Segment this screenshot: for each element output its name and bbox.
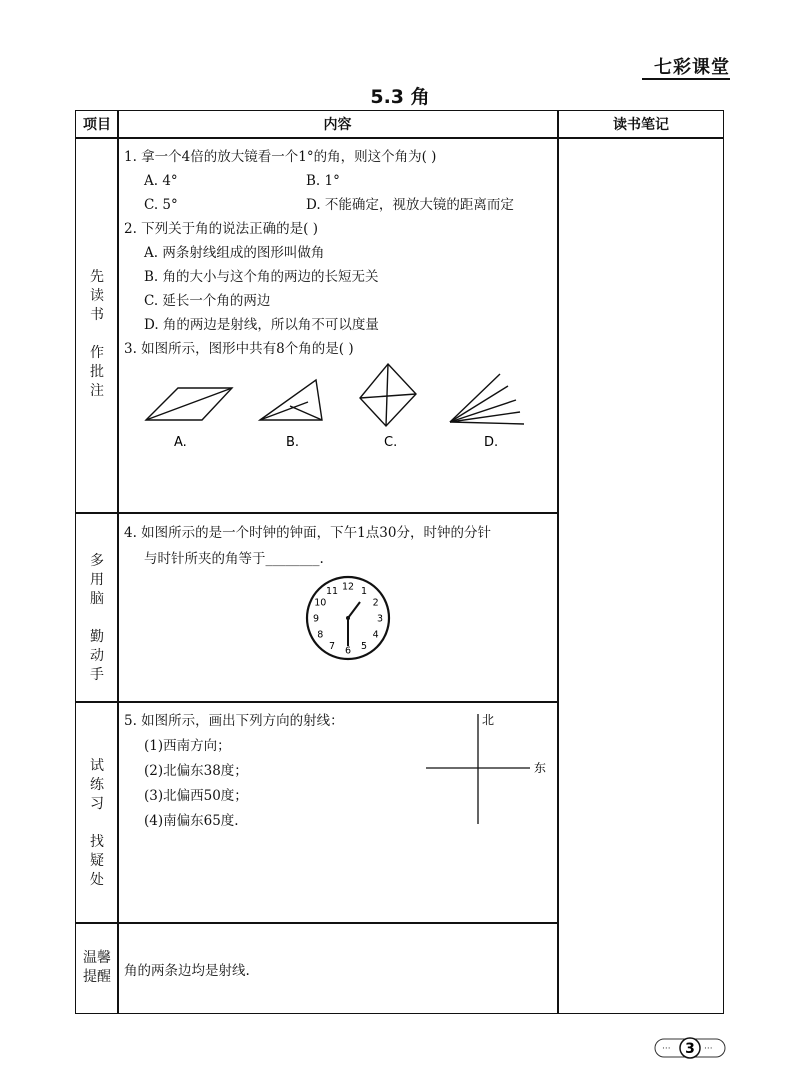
row-divider-2 [75, 701, 558, 703]
figure-d-rays [450, 374, 524, 424]
header-divider [75, 137, 724, 139]
clock-number: 11 [325, 585, 339, 597]
clock-number: 6 [344, 645, 352, 657]
column-divider-right [557, 110, 559, 1014]
question-3-figures [140, 360, 540, 456]
question-5-stem: 5. 如图所示，画出下列方向的射线： [124, 713, 344, 729]
question-4-line-2: 与时针所夹的角等于________. [144, 551, 324, 567]
clock-number: 3 [376, 613, 384, 625]
east-label: 东 [534, 761, 547, 775]
section-label-read: 先读书 作批注 [90, 269, 104, 399]
question-2-option-d: D. 角的两边是射线，所以角不可以度量 [144, 317, 379, 333]
brand-underline [642, 78, 730, 80]
svg-text:···: ··· [704, 1044, 713, 1054]
brand-logo: 七彩课堂 [654, 57, 730, 78]
clock-number: 5 [360, 641, 368, 653]
clock-number: 10 [314, 597, 327, 609]
page-number-badge [654, 1036, 726, 1060]
figure-a-label: A. [174, 435, 187, 450]
question-5-item-2: (2)北偏东38度； [144, 763, 248, 779]
clock-number: 1 [360, 585, 368, 597]
question-1-option-d: D. 不能确定，视放大镜的距离而定 [306, 197, 514, 213]
clock-number: 7 [328, 641, 336, 653]
clock-number: 4 [372, 629, 379, 641]
direction-axes [420, 706, 555, 830]
row-divider-1 [75, 512, 558, 514]
clock-number: 12 [341, 581, 355, 593]
hour-hand [348, 602, 360, 618]
question-5-item-1: (1)西南方向； [144, 738, 231, 754]
question-1-stem: 1. 拿一个4倍的放大镜看一个1°的角，则这个角为( ) [124, 149, 437, 165]
clock-number: 9 [312, 613, 320, 625]
figure-b-label: B. [286, 435, 300, 450]
question-5-item-4: (4)南偏东65度. [144, 813, 239, 829]
figure-a-parallelogram [146, 388, 232, 420]
clock-number: 2 [372, 597, 379, 609]
page-number: 3 [685, 1041, 695, 1057]
section-label-tip: 温馨 提醒 [83, 950, 111, 985]
question-2-option-b: B. 角的大小与这个角的两边的长短无关 [144, 269, 379, 285]
svg-text:···: ··· [662, 1044, 671, 1054]
question-1-option-b: B. 1° [306, 173, 340, 189]
clock-number: 8 [317, 629, 324, 641]
question-2-option-c: C. 延长一个角的两边 [144, 293, 271, 309]
question-1-option-c: C. 5° [144, 197, 178, 213]
section-label-think: 多用脑 勤动手 [90, 553, 104, 683]
north-label: 北 [482, 713, 495, 727]
page-title: 5.3 角 [370, 86, 430, 108]
clock-face [302, 572, 394, 664]
header-notes: 读书笔记 [613, 117, 669, 133]
row-divider-3 [75, 922, 558, 924]
question-5-item-3: (3)北偏西50度； [144, 788, 248, 804]
question-4-line-1: 4. 如图所示的是一个时钟的钟面，下午1点30分，时钟的分针 [124, 525, 491, 541]
question-3-stem: 3. 如图所示，图形中共有8个角的是( ) [124, 341, 354, 357]
header-content: 内容 [323, 117, 352, 133]
figure-c-label: C. [384, 435, 398, 450]
figure-c-quadrilateral [360, 364, 416, 426]
tip-text: 角的两条边均是射线. [124, 963, 250, 979]
header-item: 项目 [83, 117, 111, 133]
question-2-option-a: A. 两条射线组成的图形叫做角 [144, 245, 325, 261]
question-1-option-a: A. 4° [144, 173, 178, 189]
section-label-practice: 试练习 找疑处 [90, 758, 104, 888]
column-divider-left [117, 110, 119, 1014]
figure-b-triangle [260, 380, 322, 420]
question-2-stem: 2. 下列关于角的说法正确的是( ) [124, 221, 318, 237]
figure-d-label: D. [484, 435, 499, 450]
